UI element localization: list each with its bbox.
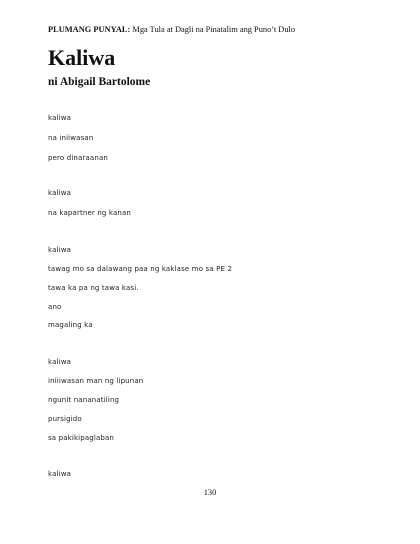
poem-line: sa pakikipaglaban <box>48 434 115 442</box>
book-title: PLUMANG PUNYAL: <box>48 25 131 34</box>
poem-line: tawa ka pa ng tawa kasi. <box>48 284 139 292</box>
poem-title: Kaliwa <box>48 45 116 70</box>
poem-line: kaliwa <box>48 358 72 366</box>
poem-line: kaliwa <box>48 246 72 254</box>
poem-line: ano <box>48 303 62 311</box>
page-number: 130 <box>203 488 217 497</box>
book-subtitle: Mga Tula at Dagli na Pinatalim ang Puno’t Dulo <box>132 25 296 34</box>
poem-body <box>48 0 388 544</box>
poem-line: pero dinaraanan <box>48 154 108 162</box>
poem-line: kaliwa <box>48 470 72 478</box>
poem-line: pursigido <box>48 415 82 423</box>
poem-line: kaliwa <box>48 114 72 122</box>
poem-line: ngunit nananatiling <box>48 396 120 404</box>
poem-line: tawag mo sa dalawang paa ng kaklase mo sa PE 2 <box>48 265 233 273</box>
poem-line: na iniiwasan <box>48 134 94 142</box>
poem-author: ni Abigail Bartolome <box>48 76 151 88</box>
poem-line: na kapartner ng kanan <box>48 209 132 217</box>
poem-line: iniiiwasan man ng lipunan <box>48 377 144 385</box>
poem-line: magaling ka <box>48 321 93 329</box>
poem-line: kaliwa <box>48 189 72 197</box>
